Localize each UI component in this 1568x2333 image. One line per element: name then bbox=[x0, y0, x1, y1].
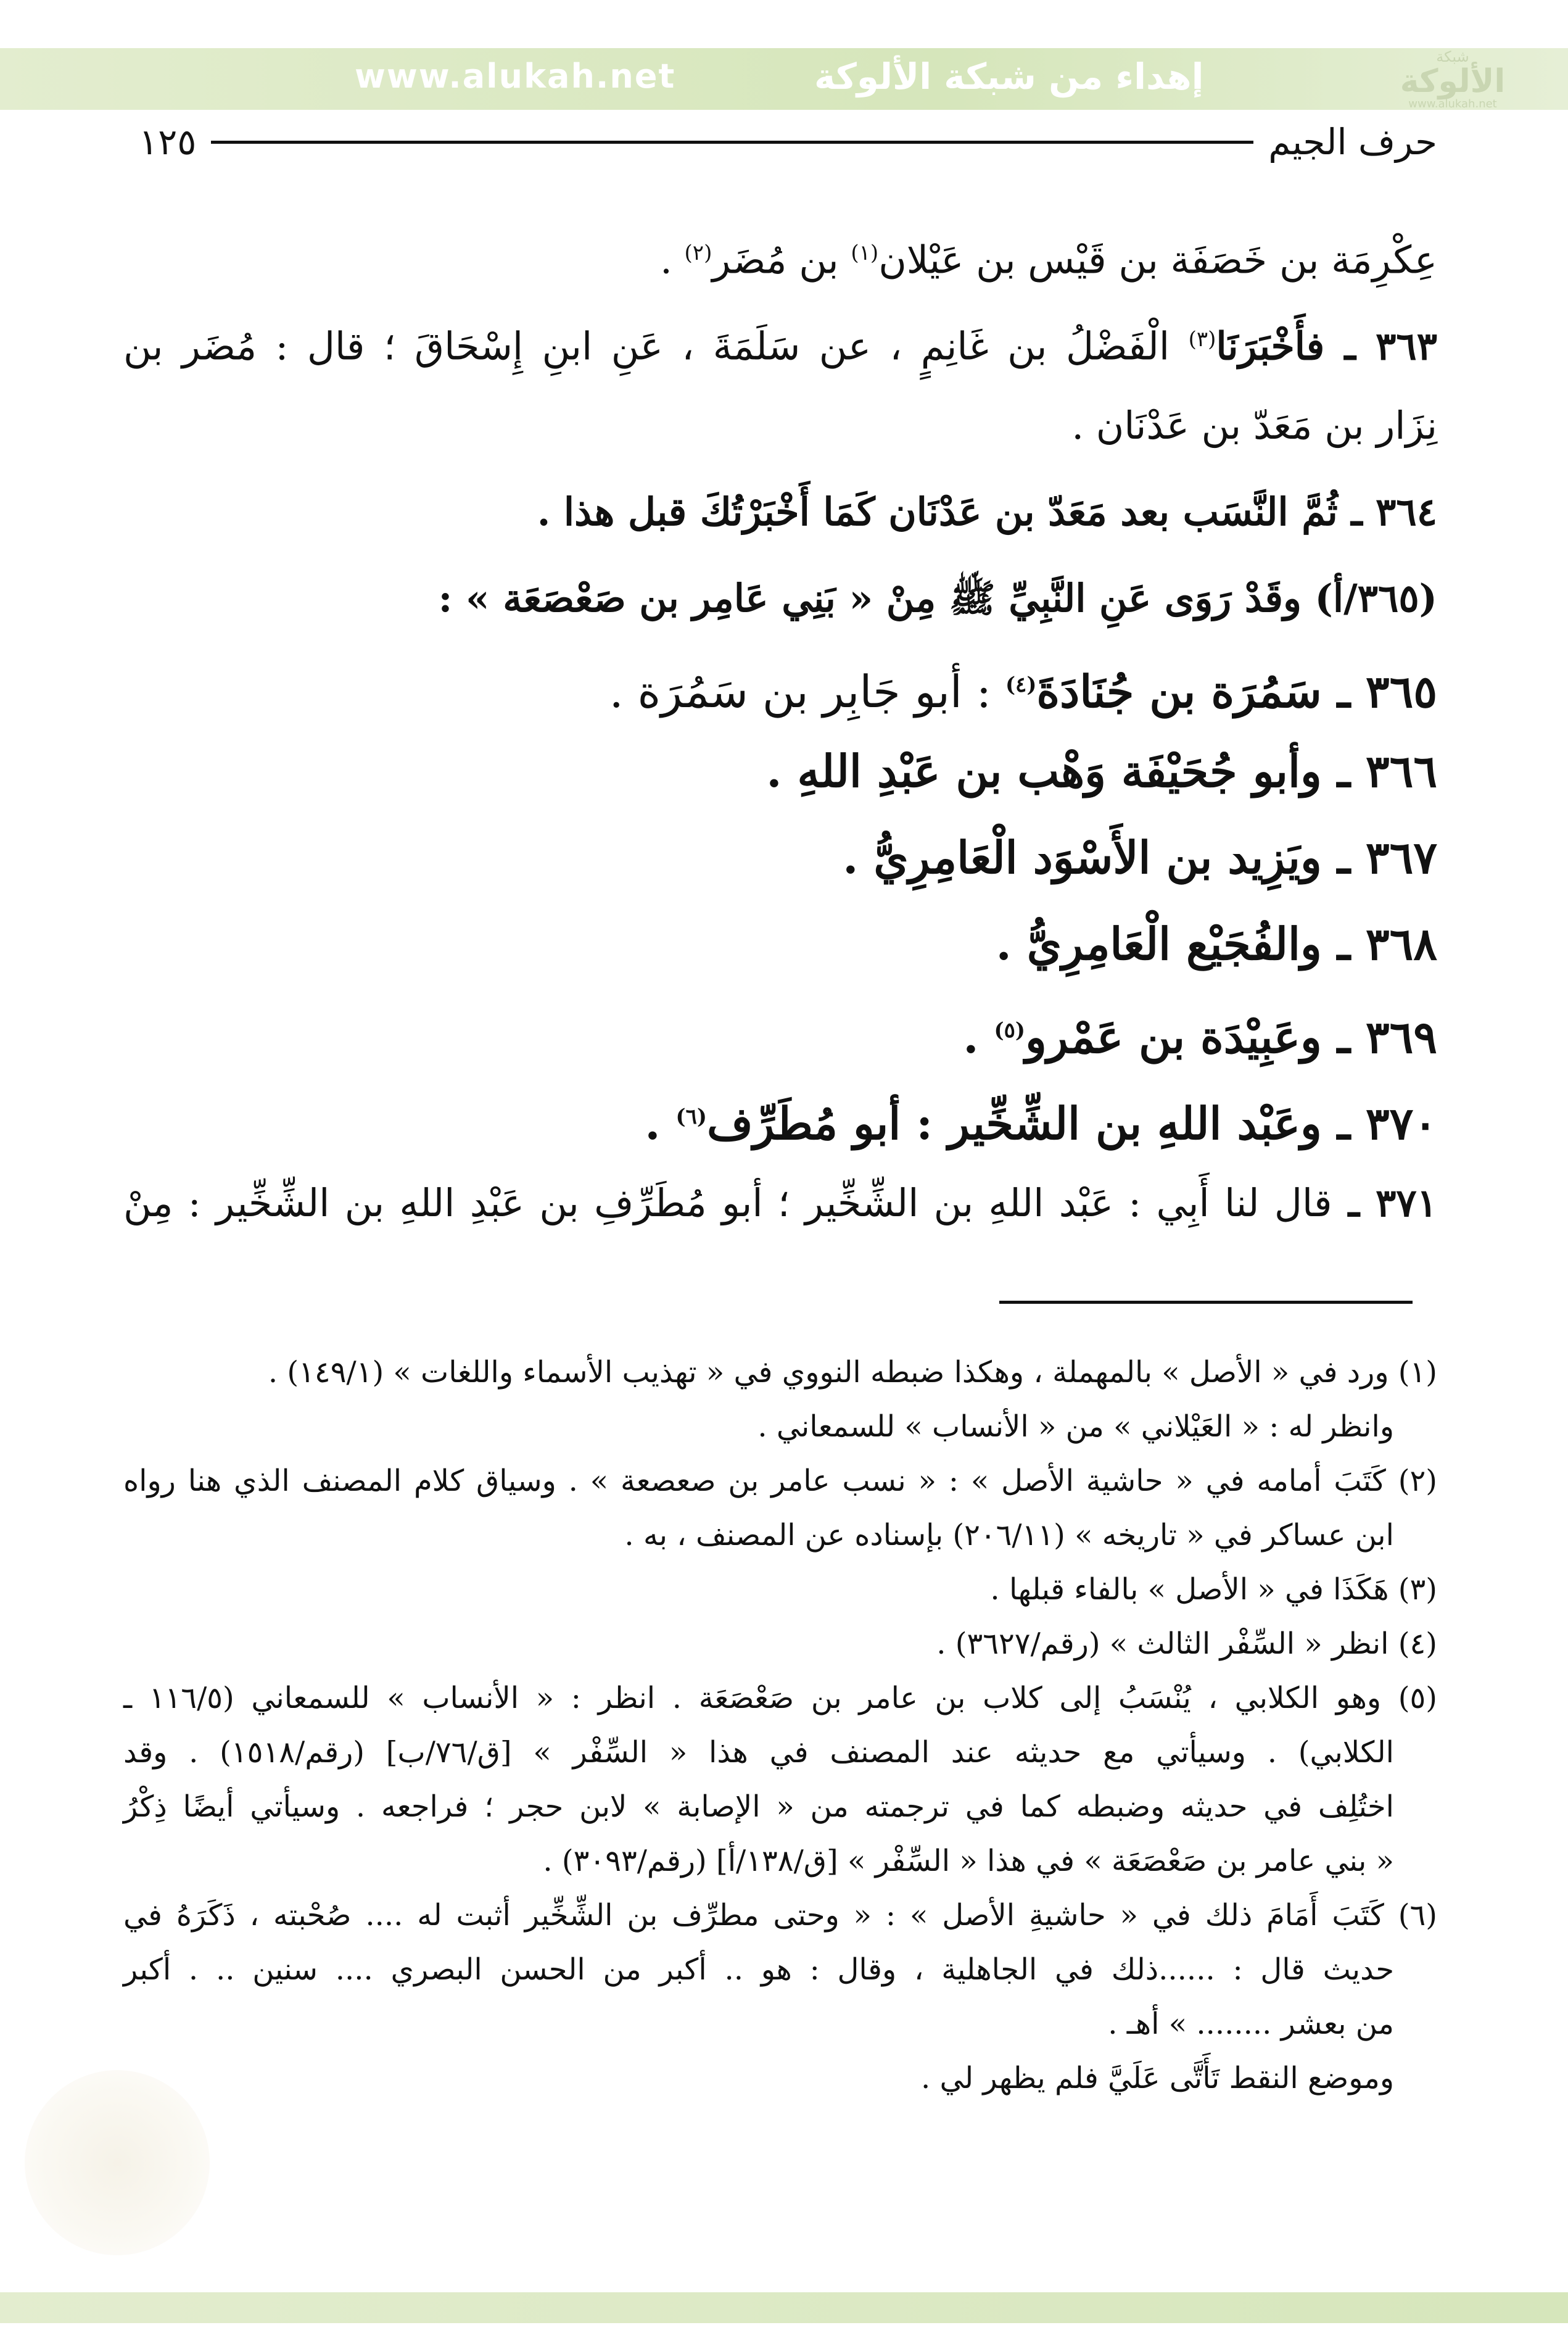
entry-heading: ٣٦٥ ـ سَمُرَة بن جُنَادَةَ$^{(٤)}$ : أبو جَابِر بن سَمُرَة . bbox=[609, 665, 1437, 718]
footnotes bbox=[123, 1345, 1437, 2105]
footnote-line: ابن عساكر في « تاريخه » (٢٠٦/١١) بإسناده عن المصنف ، به . bbox=[624, 1518, 1394, 1552]
footnote-ref: (١) bbox=[851, 241, 879, 265]
logo-line-2: الألوكة bbox=[1400, 62, 1506, 100]
footnote-line: وموضع النقط تَأَتَّى عَلَيَّ فلم يظهر لي . bbox=[921, 2061, 1394, 2095]
entry-heading: ٣٦٧ ـ ويَزِيد بن الأَسْوَد الْعَامِرِيُّ . bbox=[843, 831, 1437, 884]
page-number: ١٢٥ bbox=[139, 121, 197, 163]
text-line: ٣٦٣ ـ فأَخْبَرَنَا$^{(٣)}$ الْفَضْلُ بن غَانِمٍ ، عن سَلَمَةَ ، عَنِ ابنِ إِسْحَاقَ ؛ قال : مُضَر بن bbox=[123, 323, 1437, 369]
watermark-stamp bbox=[25, 2070, 210, 2255]
footnote-line: (٤) انظر « السِّفْر الثالث » (رقم/٣٦٢٧) . bbox=[936, 1626, 1437, 1661]
logo-line-3: www.alukah.net bbox=[1408, 97, 1497, 110]
footnote-line: (٦) كَتَبَ أَمَامَ ذلك في « حاشيةِ الأصل » : « وحتى مطرِّف بن الشِّخِّير أثبت له .... صُحْبته ، ذَكَرَهُ في bbox=[123, 1898, 1437, 1933]
text-line: ٣٧١ ـ قال لنا أَبِي : عَبْد اللهِ بن الشِّخِّير ؛ أبو مُطَرِّفِ بن عَبْدِ اللهِ بن الشِّخِّير : مِنْ bbox=[123, 1180, 1437, 1225]
banner-tagline: إهداء من شبكة الألوكة bbox=[814, 56, 1204, 97]
footnote-ref: (٥) bbox=[994, 1018, 1025, 1043]
footnote-ref: (٢) bbox=[684, 241, 712, 265]
entry-heading: ٣٦٨ ـ والفُجَيْع الْعَامِرِيُّ . bbox=[996, 918, 1437, 970]
footnote-ref: (٦) bbox=[675, 1104, 707, 1129]
site-banner bbox=[0, 48, 1568, 110]
site-logo[interactable] bbox=[1372, 48, 1533, 110]
footnote-line: اختُلِف في حديثه وضبطه كما في ترجمته من « الإصابة » لابن حجر ؛ فراجعه . وسيأتي أيضًا ذِكْرُ bbox=[123, 1789, 1394, 1824]
footnote-line: « بني عامر بن صَعْصَعَة » في هذا « السِّفْر » [ق/١٣٨/أ] (رقم/٣٠٩٣) . bbox=[543, 1844, 1394, 1878]
main-text bbox=[123, 210, 1437, 1246]
footnote-ref: (٤) bbox=[1005, 673, 1037, 697]
footnote-line: من بعشر ........ » أهـ . bbox=[1108, 2007, 1394, 2041]
entry-heading: ٣٧٠ ـ وعَبْد اللهِ بن الشِّخِّير : أبو مُطَرِّف$^{(٦)}$ . bbox=[645, 1097, 1437, 1150]
footnote-separator bbox=[999, 1301, 1413, 1304]
text-line: ٣٦٤ ـ ثُمَّ النَّسَب بعد مَعَدّ بن عَدْنَان كَمَا أَخْبَرْتُكَ قبل هذا . bbox=[537, 489, 1437, 534]
footnote-line: الكلابي) . وسيأتي مع حديثه عند المصنف في هذا « السِّفْر » [ق/٧٦/ب] (رقم/١٥١٨) . وقد bbox=[123, 1735, 1395, 1770]
chapter-title: حرف الجيم bbox=[1268, 121, 1437, 163]
header-rule bbox=[211, 141, 1253, 144]
logo-line-1: شبكة bbox=[1436, 48, 1469, 65]
running-header bbox=[139, 117, 1437, 167]
footnote-line: وانظر له : « العَيْلاني » من « الأنساب » للسمعاني . bbox=[757, 1409, 1394, 1444]
entry-heading: ٣٦٩ ـ وعَبِيْدَة بن عَمْرو$^{(٥)}$ . bbox=[963, 1011, 1437, 1063]
text-line: عِكْرِمَة بن خَصَفَة بن قَيْس بن عَيْلان$^{(١)}$ بن مُضَر$^{(٢)}$ . bbox=[660, 237, 1437, 283]
footnote-line: (٣) هَكَذَا في « الأصل » بالفاء قبلها . bbox=[990, 1572, 1437, 1607]
footnote-ref: (٣) bbox=[1188, 327, 1216, 352]
text-line: نِزَار بن مَعَدّ بن عَدْنَان . bbox=[1071, 403, 1437, 448]
text-line: (٣٦٥/أ) وقَدْ رَوَى عَنِ النَّبِيِّ ﷺ مِنْ « بَنِي عَامِر بن صَعْصَعَة » : bbox=[438, 576, 1437, 621]
footnote-line: (٥) وهو الكلابي ، يُنْسَبُ إلى كلاب بن عامر بن صَعْصَعَة . انظر : « الأنساب » للسمعاني (١١٦/٥ ـ bbox=[123, 1681, 1437, 1715]
banner-url[interactable]: www.alukah.net bbox=[355, 57, 676, 96]
entry-heading: ٣٦٦ ـ وأبو جُحَيْفَة وَهْب بن عَبْدِ اللهِ . bbox=[766, 745, 1437, 797]
footnote-line: حديث قال : ......ذلك في الجاهلية ، وقال : هو .. أكبر من الحسن البصري .... سنين .. . أكبر bbox=[123, 1952, 1394, 1987]
bottom-banner bbox=[0, 2292, 1568, 2323]
footnote-line: (١) ورد في « الأصل » بالمهملة ، وهكذا ضبطه النووي في « تهذيب الأسماء واللغات » (١٤٩/١) . bbox=[268, 1355, 1437, 1390]
footnote-line: (٢) كَتَبَ أمامه في « حاشية الأصل » : « نسب عامر بن صعصعة » . وسياق كلام المصنف الذي هنا رواه bbox=[123, 1464, 1437, 1498]
